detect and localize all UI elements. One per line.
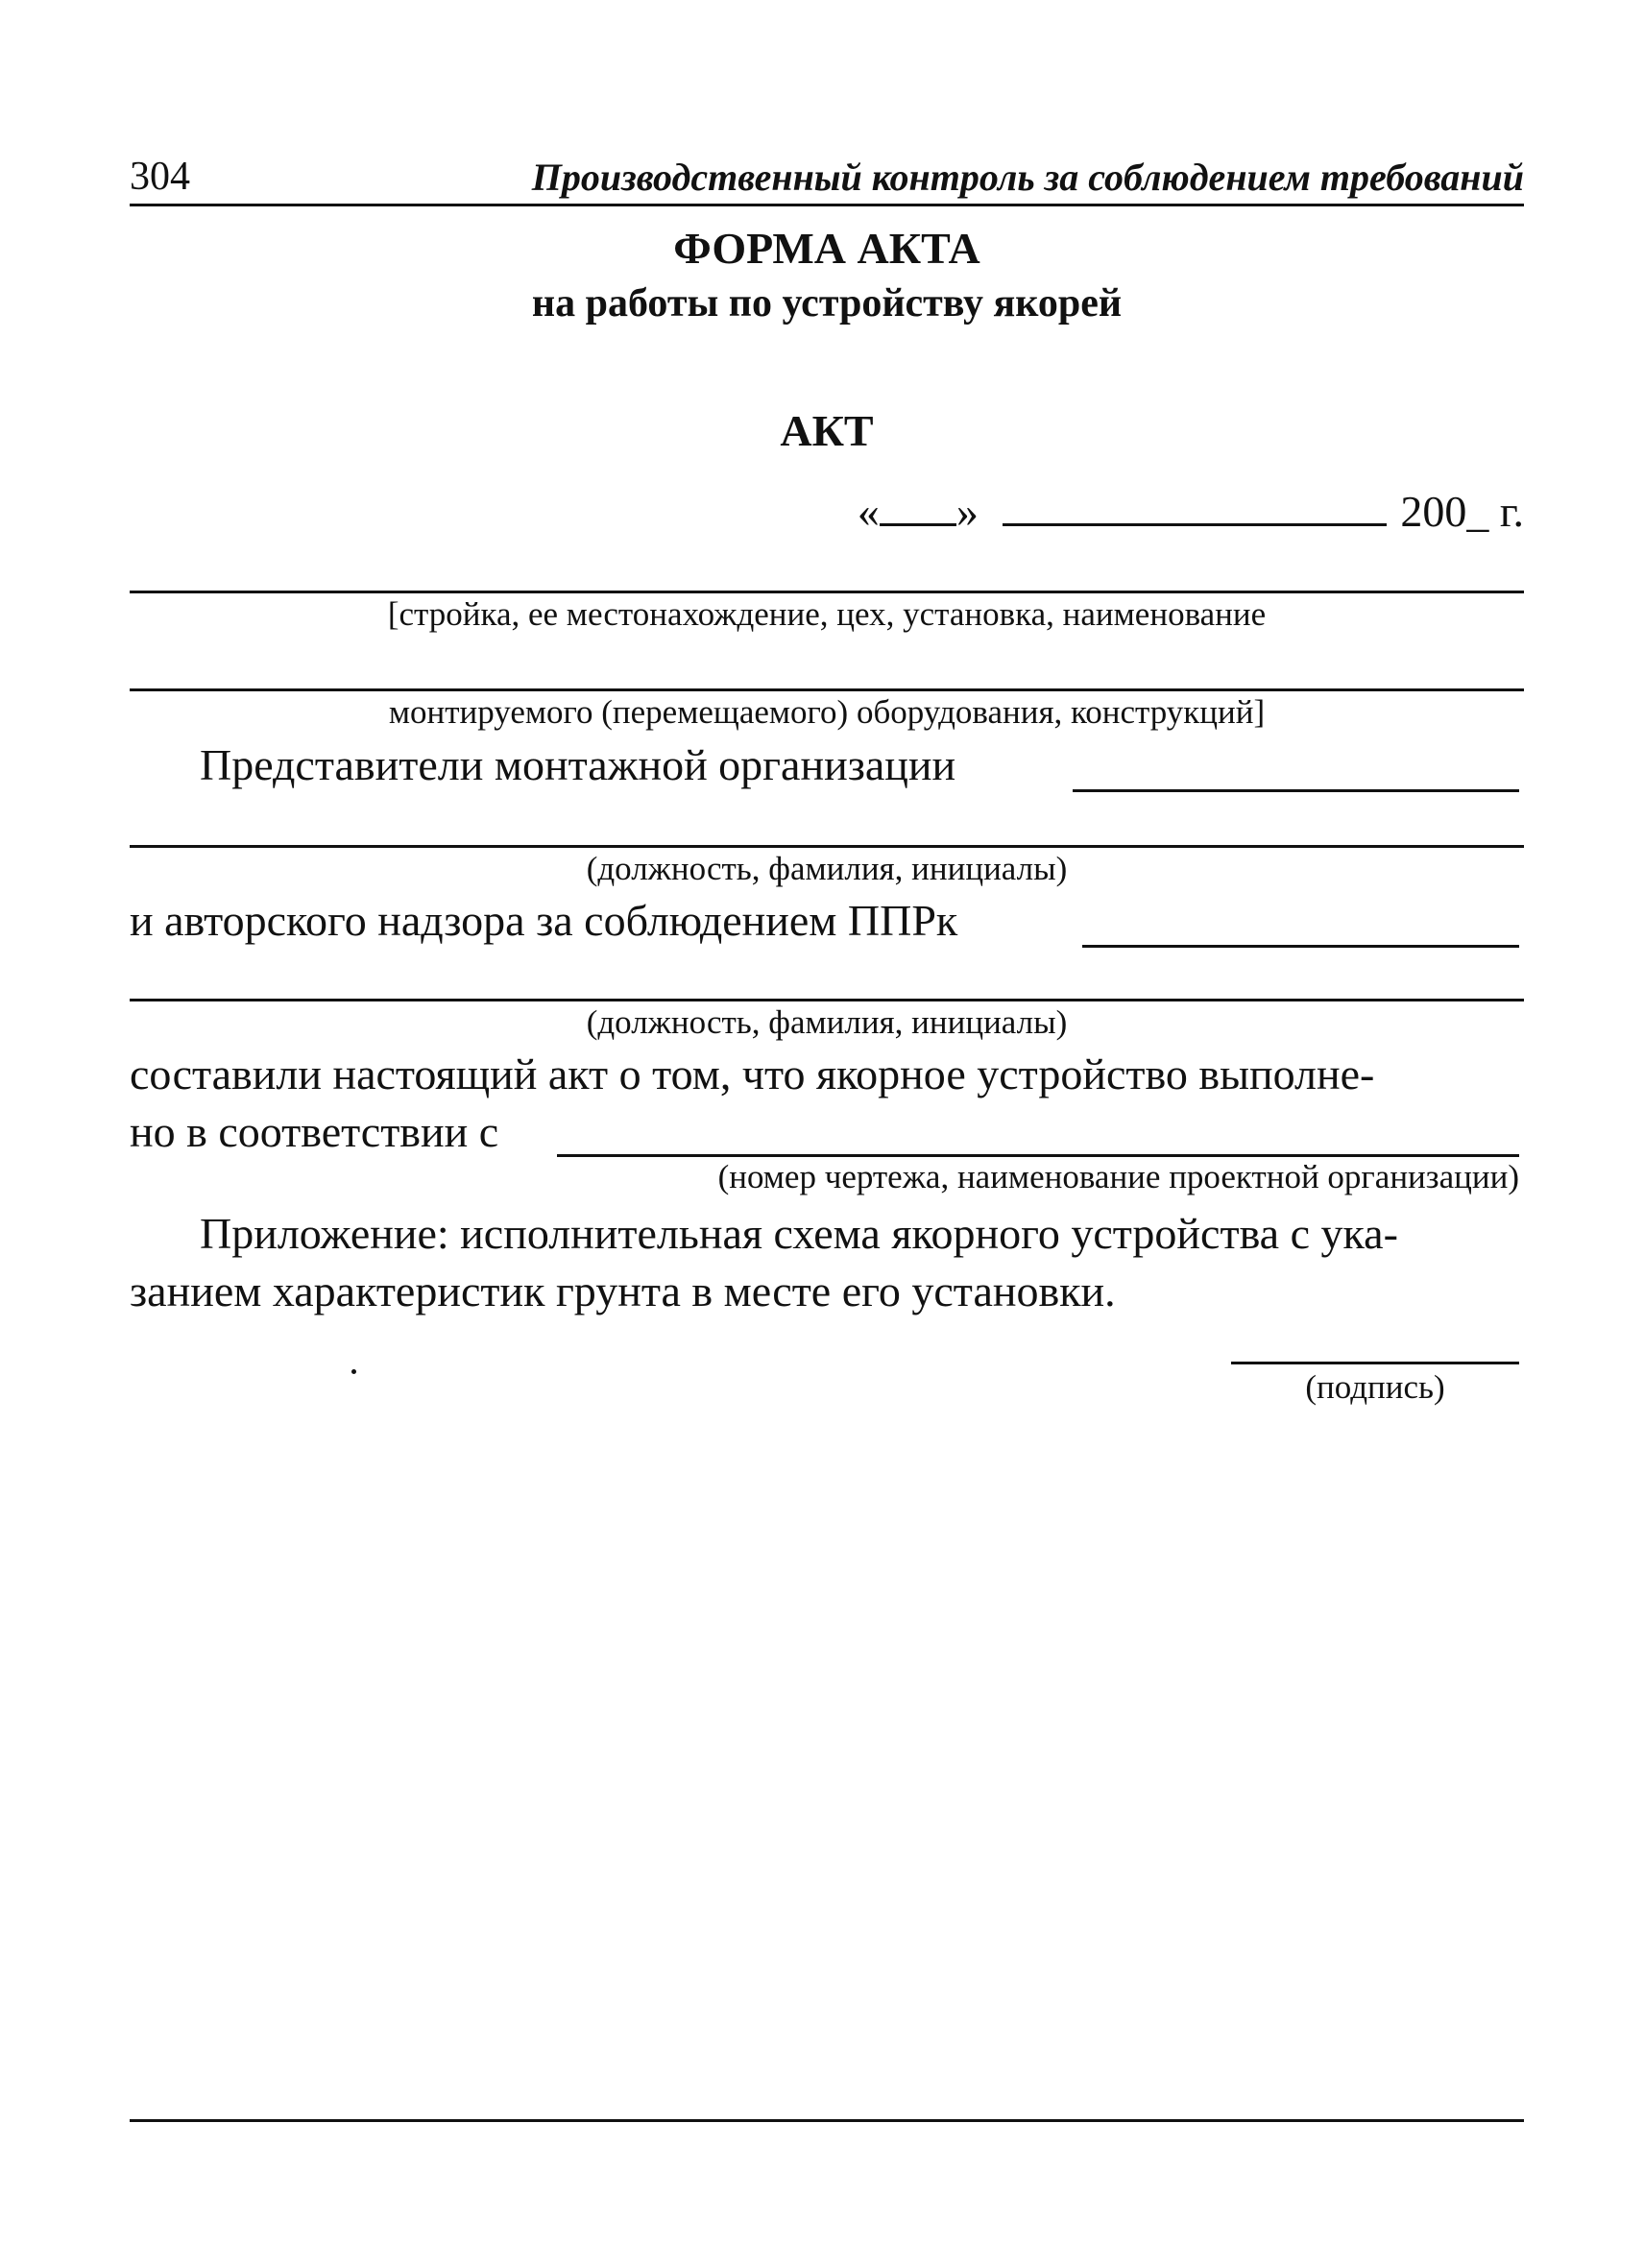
site-caption-2: монтируемого (перемещаемого) оборудования, конструкций]	[388, 693, 1266, 731]
supervision-fill-line[interactable]	[130, 999, 1524, 1001]
month-blank[interactable]	[1003, 485, 1387, 526]
supervision-fill[interactable]	[1082, 945, 1519, 948]
form-title: ФОРМА АКТА	[673, 224, 980, 273]
site-caption-1: [стройка, ее местонахождение, цех, установка, наименование	[387, 595, 1267, 633]
statement-line-2: но в соответствии с	[130, 1107, 499, 1156]
date-row	[858, 485, 1524, 537]
appendix-line-2: занием характеристик грунта в месте его установки.	[130, 1267, 1116, 1315]
site-fill-line-2[interactable]	[130, 688, 1524, 691]
position-caption-1: (должность, фамилия, инициалы)	[586, 850, 1068, 887]
act-title: АКТ	[780, 406, 874, 455]
close-quote: »	[955, 487, 979, 536]
open-quote: «	[857, 487, 880, 536]
statement-line-1: составили настоящий акт о том, что якорное устройство выполне-	[130, 1050, 1375, 1098]
running-title: Производственный контроль за соблюдением требований	[531, 156, 1524, 199]
site-fill-line-1[interactable]	[130, 591, 1524, 593]
drawing-fill[interactable]	[557, 1154, 1519, 1157]
supervision-text: и авторского надзора за соблюдением ППРк	[130, 896, 958, 945]
position-caption-2: (должность, фамилия, инициалы)	[586, 1003, 1068, 1041]
signature-caption: (подпись)	[1305, 1368, 1445, 1406]
installers-fill[interactable]	[1073, 789, 1519, 792]
bottom-rule	[130, 2119, 1524, 2122]
appendix-line-1: Приложение: исполнительная схема якорного устройства с ука-	[200, 1209, 1398, 1258]
drawing-caption: (номер чертежа, наименование проектной организации)	[717, 1158, 1519, 1195]
page-header	[130, 144, 1524, 206]
stray-dot	[351, 1369, 356, 1374]
day-blank[interactable]	[880, 485, 956, 526]
installers-fill-line[interactable]	[130, 845, 1524, 848]
page-number: 304	[130, 155, 190, 199]
year-text: 200_ г.	[1400, 487, 1524, 536]
form-subtitle: на работы по устройству якорей	[531, 281, 1123, 326]
signature-line[interactable]	[1231, 1362, 1519, 1364]
installers-text: Представители монтажной организации	[200, 740, 956, 789]
